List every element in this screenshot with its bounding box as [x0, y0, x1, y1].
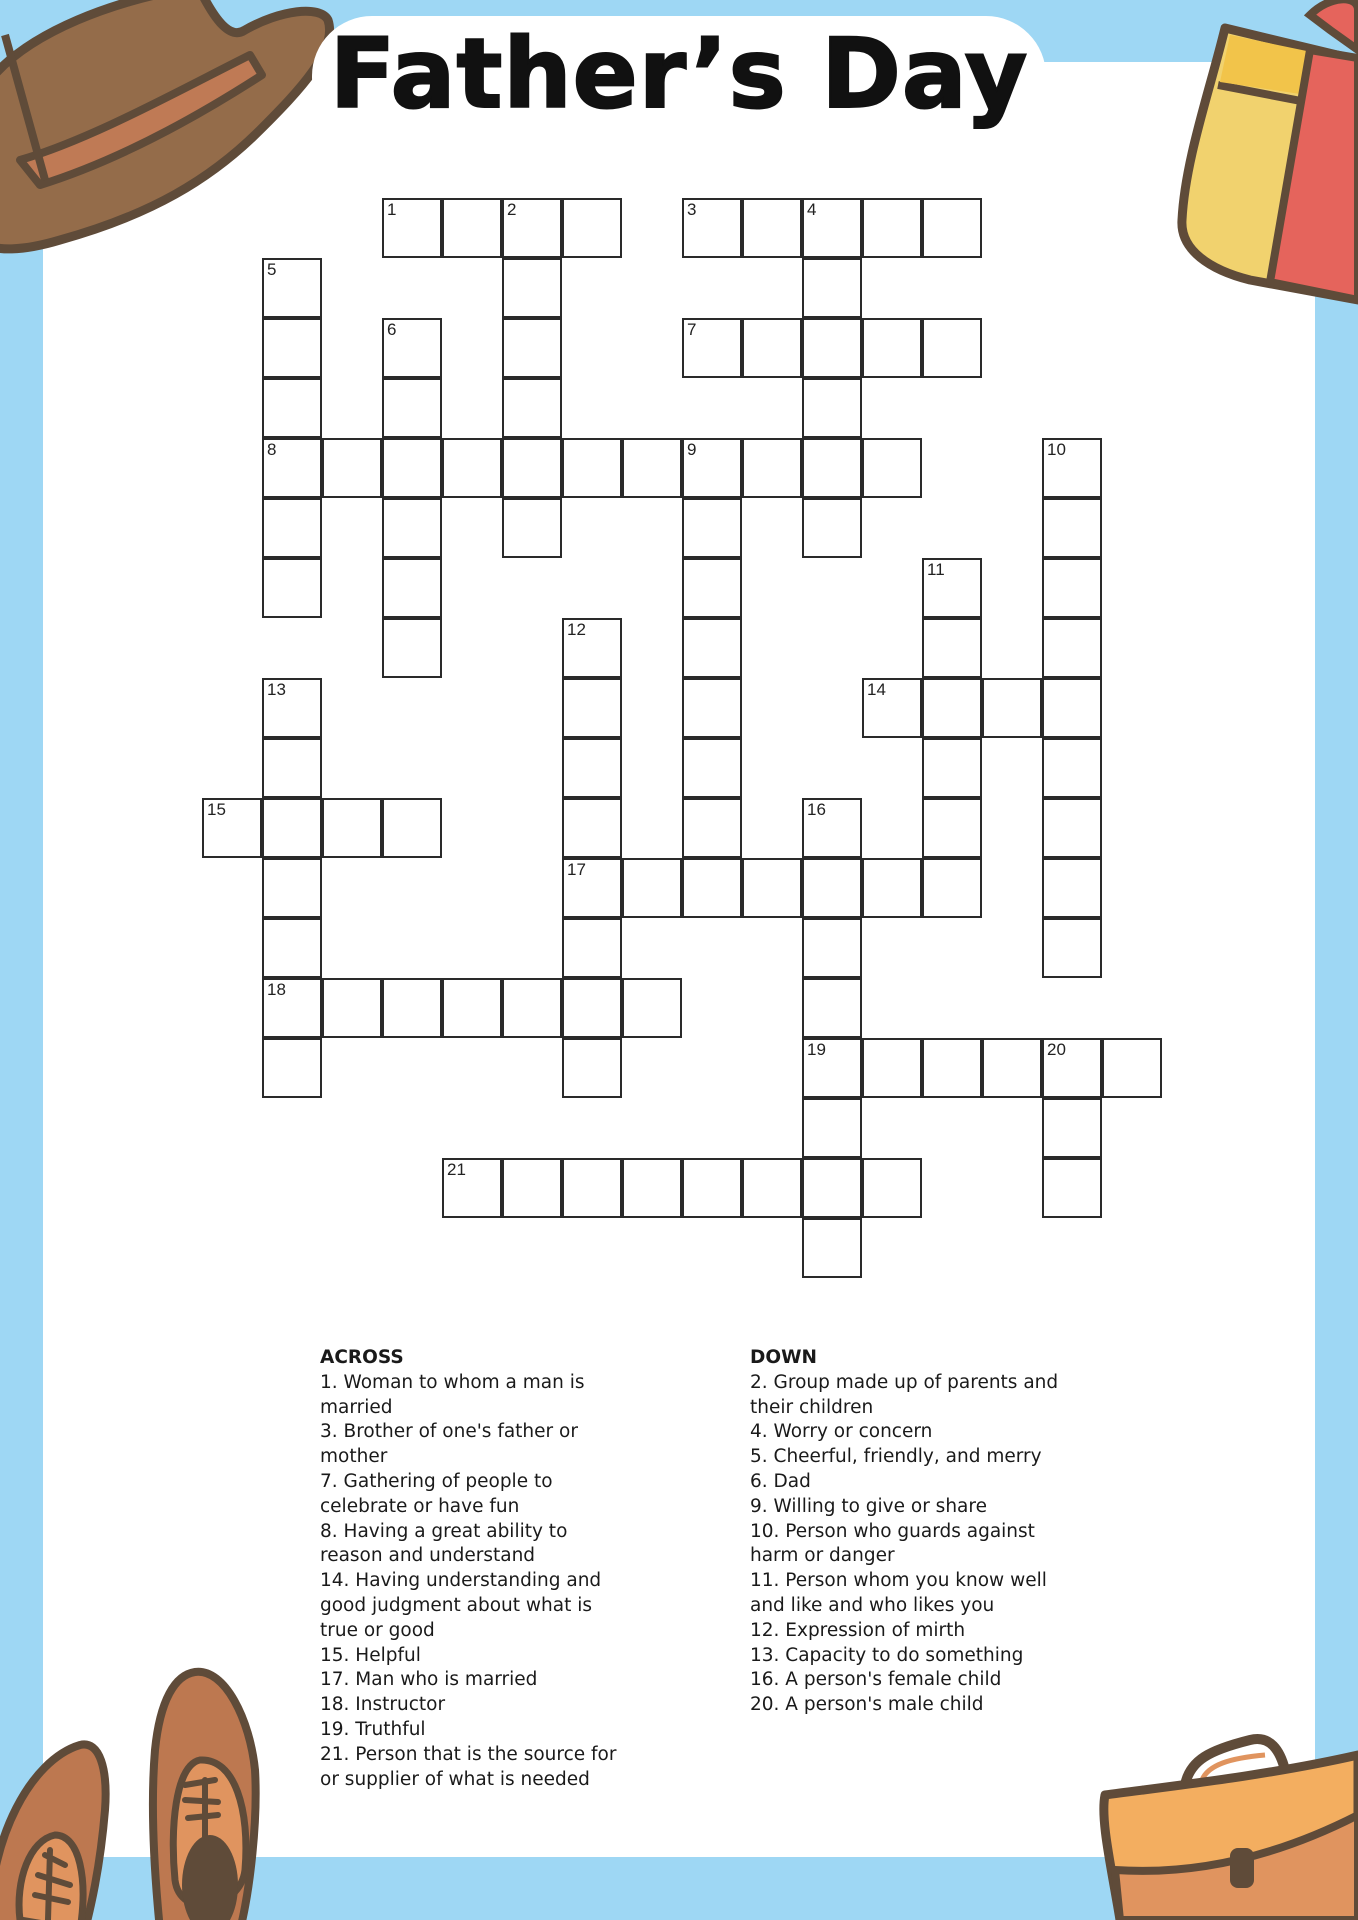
clue-number: 19 [807, 1040, 826, 1059]
crossword-cell[interactable] [682, 198, 742, 258]
crossword-cell[interactable] [562, 618, 622, 678]
down-clue: 2. Group made up of parents and their children [750, 1371, 1059, 1418]
crossword-cell[interactable] [262, 498, 322, 558]
clue-number: 5 [267, 260, 277, 279]
crossword-cell[interactable] [802, 918, 862, 978]
crossword-cell[interactable] [862, 1038, 922, 1098]
crossword-cell[interactable] [502, 198, 562, 258]
crossword-cell[interactable] [802, 1218, 862, 1278]
crossword-cell[interactable] [562, 1158, 622, 1218]
down-clue: 16. A person's female child [750, 1669, 1002, 1691]
crossword-cell[interactable] [262, 918, 322, 978]
crossword-cell[interactable] [862, 198, 922, 258]
down-clues [750, 1346, 1060, 1718]
crossword-cell[interactable] [982, 678, 1042, 738]
crossword-cell[interactable] [1042, 738, 1102, 798]
crossword-cell[interactable] [682, 498, 742, 558]
crossword-cell[interactable] [442, 438, 502, 498]
crossword-cell[interactable] [802, 1158, 862, 1218]
crossword-cell[interactable] [802, 498, 862, 558]
clue-number: 4 [807, 200, 817, 219]
crossword-cell[interactable] [802, 1038, 862, 1098]
crossword-cell[interactable] [682, 318, 742, 378]
down-clue: 11. Person whom you know well and like and who likes you [750, 1570, 1047, 1616]
crossword-cell[interactable] [1042, 918, 1102, 978]
clue-number: 17 [567, 860, 586, 879]
crossword-cell[interactable] [682, 618, 742, 678]
crossword-cell[interactable] [1042, 498, 1102, 558]
crossword-cell[interactable] [562, 798, 622, 858]
crossword-cell[interactable] [622, 858, 682, 918]
crossword-cell[interactable] [442, 1158, 502, 1218]
crossword-cell[interactable] [262, 738, 322, 798]
crossword-cell[interactable] [682, 858, 742, 918]
across-clue: 15. Helpful [320, 1644, 421, 1666]
crossword-cell[interactable] [922, 318, 982, 378]
crossword-cell[interactable] [1042, 1038, 1102, 1098]
clue-number: 6 [387, 320, 397, 339]
crossword-cell[interactable] [742, 1158, 802, 1218]
crossword-cell[interactable] [1042, 798, 1102, 858]
down-clue: 9. Willing to give or share [750, 1495, 987, 1517]
down-clue: 13. Capacity to do something [750, 1644, 1024, 1666]
down-clue: 4. Worry or concern [750, 1421, 933, 1443]
crossword-cell[interactable] [262, 438, 322, 498]
clue-number: 2 [507, 200, 517, 219]
crossword-cell[interactable] [382, 438, 442, 498]
down-clue: 20. A person's male child [750, 1694, 984, 1716]
crossword-cell[interactable] [682, 678, 742, 738]
crossword-cell[interactable] [382, 558, 442, 618]
clue-number: 11 [927, 560, 945, 579]
crossword-cell[interactable] [562, 438, 622, 498]
crossword-cell[interactable] [502, 438, 562, 498]
crossword-cell[interactable] [1042, 558, 1102, 618]
crossword-cell[interactable] [322, 978, 382, 1038]
crossword-cell[interactable] [442, 198, 502, 258]
crossword-cell[interactable] [1102, 1038, 1162, 1098]
crossword-cell[interactable] [262, 378, 322, 438]
crossword-cell[interactable] [502, 978, 562, 1038]
crossword-cell[interactable] [1042, 438, 1102, 498]
across-heading: ACROSS [320, 1347, 404, 1368]
crossword-cell[interactable] [562, 1038, 622, 1098]
across-clue: 8. Having a great ability to reason and understand [320, 1520, 568, 1567]
crossword-cell[interactable] [922, 198, 982, 258]
crossword-cell[interactable] [922, 798, 982, 858]
crossword-cell[interactable] [682, 798, 742, 858]
crossword-cell[interactable] [502, 318, 562, 378]
clue-number: 8 [267, 440, 277, 459]
crossword-cell[interactable] [802, 858, 862, 918]
crossword-cell[interactable] [802, 438, 862, 498]
crossword-cell[interactable] [1042, 1158, 1102, 1218]
crossword-cell[interactable] [262, 798, 322, 858]
crossword-cell[interactable] [382, 618, 442, 678]
clue-number: 7 [687, 320, 697, 339]
crossword-cell[interactable] [742, 438, 802, 498]
across-clue: 1. Woman to whom a man is married [320, 1371, 585, 1418]
crossword-cell[interactable] [502, 258, 562, 318]
crossword-cell[interactable] [802, 318, 862, 378]
crossword-cell[interactable] [802, 378, 862, 438]
crossword-cell[interactable] [802, 258, 862, 318]
crossword-cell[interactable] [562, 918, 622, 978]
crossword-cell[interactable] [562, 858, 622, 918]
crossword-cell[interactable] [502, 378, 562, 438]
crossword-cell[interactable] [862, 1158, 922, 1218]
clue-number: 14 [867, 680, 886, 699]
page-title: Father’s Day [312, 16, 1047, 138]
crossword-cell[interactable] [862, 318, 922, 378]
crossword-cell[interactable] [862, 858, 922, 918]
clue-number: 12 [567, 620, 586, 639]
down-clue: 6. Dad [750, 1470, 811, 1492]
crossword-cell[interactable] [562, 198, 622, 258]
crossword-cell[interactable] [262, 1038, 322, 1098]
clue-number: 3 [687, 200, 697, 219]
crossword-cell[interactable] [802, 198, 862, 258]
down-clue: 12. Expression of mirth [750, 1619, 966, 1641]
clue-number: 13 [267, 680, 286, 699]
crossword-cell[interactable] [562, 978, 622, 1038]
crossword-cell[interactable] [262, 678, 322, 738]
down-heading: DOWN [750, 1347, 817, 1368]
down-clue: 10. Person who guards against harm or danger [750, 1520, 1035, 1567]
crossword-cell[interactable] [1042, 678, 1102, 738]
clue-number: 10 [1047, 440, 1066, 459]
clue-number: 1 [387, 200, 397, 219]
crossword-cell[interactable] [502, 1158, 562, 1218]
crossword-cell[interactable] [802, 1098, 862, 1158]
crossword-cell[interactable] [862, 438, 922, 498]
crossword-cell[interactable] [622, 978, 682, 1038]
crossword-cell[interactable] [322, 798, 382, 858]
crossword-cell[interactable] [262, 258, 322, 318]
crossword-cell[interactable] [382, 318, 442, 378]
crossword-cell[interactable] [262, 318, 322, 378]
crossword-cell[interactable] [382, 198, 442, 258]
crossword-cell[interactable] [802, 798, 862, 858]
crossword-cell[interactable] [922, 738, 982, 798]
crossword-cell[interactable] [862, 678, 922, 738]
crossword-cell[interactable] [262, 978, 322, 1038]
across-clue: 7. Gathering of people to celebrate or have fun [320, 1470, 553, 1517]
crossword-cell[interactable] [682, 438, 742, 498]
clue-number: 9 [687, 440, 697, 459]
crossword-cell[interactable] [922, 618, 982, 678]
across-clue: 19. Truthful [320, 1718, 426, 1740]
across-clue: 18. Instructor [320, 1694, 446, 1716]
crossword-cell[interactable] [802, 978, 862, 1038]
crossword-cell[interactable] [922, 1038, 982, 1098]
clue-number: 15 [207, 800, 226, 819]
across-clue: 17. Man who is married [320, 1669, 538, 1691]
crossword-cell[interactable] [922, 858, 982, 918]
clue-number: 16 [807, 800, 826, 819]
crossword-cell[interactable] [922, 558, 982, 618]
clue-number: 20 [1047, 1040, 1066, 1059]
down-clue: 5. Cheerful, friendly, and merry [750, 1446, 1042, 1468]
crossword-cell[interactable] [742, 858, 802, 918]
crossword-cell[interactable] [562, 678, 622, 738]
crossword-cell[interactable] [1042, 858, 1102, 918]
crossword-cell[interactable] [922, 678, 982, 738]
crossword-cell[interactable] [562, 738, 622, 798]
crossword-cell[interactable] [322, 438, 382, 498]
clue-number: 21 [447, 1160, 466, 1179]
across-clue: 14. Having understanding and good judgment about what is true or good [320, 1570, 602, 1641]
across-clues [320, 1346, 620, 1792]
crossword-cell[interactable] [622, 438, 682, 498]
across-clue: 3. Brother of one's father or mother [320, 1421, 578, 1468]
crossword-cell[interactable] [202, 798, 262, 858]
crossword-cell[interactable] [742, 318, 802, 378]
crossword-cell[interactable] [262, 558, 322, 618]
crossword-cell[interactable] [622, 1158, 682, 1218]
crossword-cell[interactable] [1042, 618, 1102, 678]
crossword-cell[interactable] [682, 738, 742, 798]
crossword-cell[interactable] [382, 978, 442, 1038]
crossword-cell[interactable] [382, 498, 442, 558]
across-clue: 21. Person that is the source for or supplier of what is needed [320, 1743, 617, 1790]
crossword-cell[interactable] [982, 1038, 1042, 1098]
crossword-cell[interactable] [442, 978, 502, 1038]
crossword-cell[interactable] [682, 1158, 742, 1218]
crossword-cell[interactable] [682, 558, 742, 618]
crossword-cell[interactable] [382, 378, 442, 438]
crossword-cell[interactable] [262, 858, 322, 918]
crossword-cell[interactable] [502, 498, 562, 558]
crossword-cell[interactable] [1042, 1098, 1102, 1158]
clue-number: 18 [267, 980, 286, 999]
crossword-cell[interactable] [382, 798, 442, 858]
crossword-cell[interactable] [742, 198, 802, 258]
